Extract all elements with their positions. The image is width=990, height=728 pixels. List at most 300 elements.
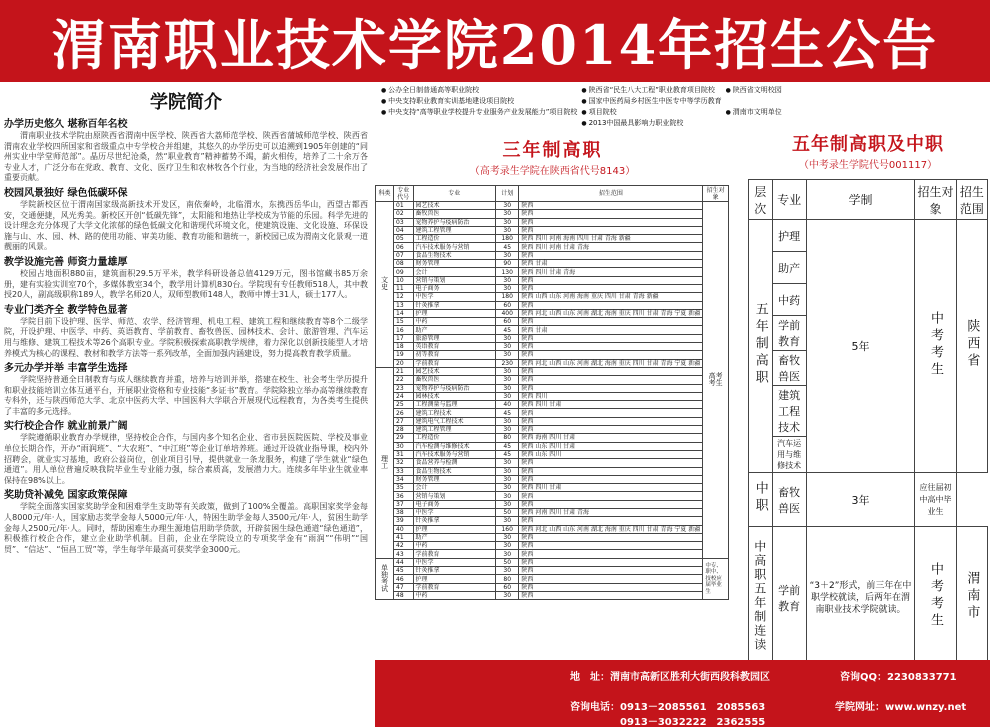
level-cell [749, 220, 773, 473]
section-heading: 办学历史悠久 堪称百年名校 [4, 119, 128, 130]
table-row [376, 202, 729, 210]
table-row [376, 467, 729, 475]
plan-cell: 60 [496, 318, 519, 326]
plan-cell: 30 [496, 251, 519, 259]
intro-section [4, 118, 368, 184]
range-cell: 陕西 [519, 500, 703, 508]
plan-cell: 130 [496, 268, 519, 276]
code-cell: 30 [394, 442, 413, 450]
plan-cell: 230 [496, 359, 519, 367]
section-text: 学院全面落实国家奖助学金和困难学生支助等有关政策，做到了100%全覆盖。高职国家奖学金每人8000元/年·人，国家励志奖学金每人5000元/年·人，特困生助学金每人3500元/年·人，贫困生助学金每人2500元/年·人。同时，帮助困难生办理生源地信用助学贷款，开辟贫困生绿色通道“绿色通道”，积极推行校企合作，建立企业助学机制。目前，企业在学院设立的专项奖学金有“雨润”“伟明”“国贸”、“信达”、“恒昌工贸”等，学生每学年最高可获奖学金3000元。 [4, 502, 368, 554]
table-row [376, 359, 729, 367]
section-heading: 教学设施完善 师资力量雄厚 [4, 256, 128, 268]
major-cell: 电子商务 [413, 284, 496, 292]
plan-cell: 30 [496, 500, 519, 508]
table-row [376, 384, 729, 392]
code-cell: 03 [394, 218, 413, 226]
table-row [376, 243, 729, 251]
code-cell: 01 [394, 202, 413, 210]
range-cell: 陕西 [519, 591, 703, 599]
code-cell: 04 [394, 226, 413, 234]
major-cell: 中药 [413, 591, 496, 599]
major-cell: 护理 [772, 220, 806, 252]
plan-cell: 30 [496, 475, 519, 483]
major-cell: 园艺技术 [413, 202, 496, 210]
range-cell: 陕西 甘肃 [519, 326, 703, 334]
table-row [376, 508, 729, 516]
major-cell: 建筑工程管理 [413, 226, 496, 234]
column-header: 专业 [772, 180, 806, 220]
code-cell: 12 [394, 293, 413, 301]
range-cell: 陕西 四川 河南 甘肃 青海 [519, 243, 703, 251]
plan-cell: 50 [496, 558, 519, 566]
table-row [376, 293, 729, 301]
plan-cell: 30 [496, 367, 519, 375]
major-cell: 针灸推拿 [413, 567, 496, 575]
intro-section [4, 256, 368, 301]
code-cell: 23 [394, 384, 413, 392]
major-cell: 汽车运用与维修技术 [772, 437, 806, 473]
table-row [376, 334, 729, 342]
range-cell: 陕西 [519, 251, 703, 259]
range-cell: 陕西 海南 四川 甘肃 [519, 434, 703, 442]
code-cell: 10 [394, 276, 413, 284]
honor-item: ● 公办全日制普通高等职业院校 [381, 86, 577, 97]
plan-cell: 180 [496, 293, 519, 301]
major-cell: 营销与策划 [413, 492, 496, 500]
range-cell: 陕西 山西 山东 河南 海南 重庆 四川 甘肃 青海 新疆 [519, 293, 703, 301]
major-cell: 工程造价 [413, 434, 496, 442]
major-cell: 中医学 [413, 508, 496, 516]
level-cell: 中职 [749, 473, 773, 527]
code-cell: 05 [394, 235, 413, 243]
major-cell: 学前教育 [772, 316, 806, 351]
column-header: 科类 [376, 186, 394, 202]
major-cell: 宠物养护与疫病防治 [413, 218, 496, 226]
range-cell: 陕西 [519, 492, 703, 500]
major-cell: 食品营养与检测 [413, 459, 496, 467]
honor-item: ● 渭南市文明单位 [726, 108, 782, 119]
table-row [376, 260, 729, 268]
major-cell: 工程造价 [413, 235, 496, 243]
address-row: 地 址：渭南市高新区胜利大街西段科教园区 [570, 672, 770, 683]
code-cell: 08 [394, 260, 413, 268]
plan-cell: 30 [496, 218, 519, 226]
table-row [376, 517, 729, 525]
major-cell: 食品生物技术 [413, 251, 496, 259]
intro-section [4, 489, 368, 555]
five-year-subtitle: （中考录生学院代号001117） [798, 160, 938, 171]
major-cell: 畜牧兽医 [413, 210, 496, 218]
plan-cell: 30 [496, 202, 519, 210]
range-cell: 陕西 四川 河南 海南 四川 甘肃 青海 新疆 [519, 235, 703, 243]
table-row [376, 542, 729, 550]
major-cell: 学前教育 [413, 550, 496, 558]
section-text: 学院新校区位于渭南国家级高新技术开发区，南依秦岭，北临渭水，东携西岳华山，西望古都西安，交通便捷，风光秀美。新校区开创“低碳先锋”，太阳能和地热让学校成为节能的乐园。科学先进的设计理念充分体现了大学文化浓郁的绿色低碳文化和谐现代环境文化，使建筑设施、文化设施、环保设施与山、水、园、林、路的使用功能、审美功能、教育功能和谐统一，新校园已成为渭南文化景观一道靓丽的风景。 [4, 199, 368, 252]
plan-cell: 45 [496, 450, 519, 458]
honor-item: ● 2013中国最具影响力职业院校 [581, 119, 721, 130]
plan-cell: 80 [496, 575, 519, 583]
phone-row: 咨询电话：0913－2085561 2085563 [570, 702, 766, 713]
plan-cell: 45 [496, 243, 519, 251]
three-year-table [375, 185, 729, 600]
code-cell: 15 [394, 318, 413, 326]
major-cell: 护理 [413, 309, 496, 317]
table-row [376, 268, 729, 276]
plan-cell: 30 [496, 276, 519, 284]
table-row [376, 525, 729, 533]
duration-cell: 3年 [806, 473, 915, 527]
range-cell: 陕西 河南 四川 甘肃 青海 [519, 508, 703, 516]
five-year-table [748, 179, 988, 669]
target-cell: 应往届初中高中毕业生 [915, 473, 956, 527]
three-year-subtitle: （高考录生学院在陕西省代号8143） [469, 166, 636, 177]
major-cell: 初等教育 [413, 351, 496, 359]
target-cell: 中专、职中、技校应届毕业生 [703, 558, 729, 599]
column-header: 专业代号 [394, 186, 413, 202]
table-row [376, 401, 729, 409]
table-row [376, 326, 729, 334]
range-cell: 陕西 [519, 202, 703, 210]
range-cell: 陕西 山东 四川 [519, 450, 703, 458]
table-row [376, 343, 729, 351]
category-cell: 文史 [376, 202, 394, 368]
major-cell: 护理 [413, 575, 496, 583]
column-header: 招生范围 [956, 180, 987, 220]
table-row [376, 367, 729, 375]
range-cell: 陕西 [519, 426, 703, 434]
code-cell: 13 [394, 301, 413, 309]
code-cell: 27 [394, 417, 413, 425]
contact-footer [375, 660, 990, 727]
range-cell: 陕西 [519, 276, 703, 284]
major-cell: 汽车检测与维修技术 [413, 442, 496, 450]
major-cell: 畜牧兽医 [772, 473, 806, 527]
range-cell: 陕西 [519, 318, 703, 326]
code-cell: 22 [394, 376, 413, 384]
honor-item: ● 国家中医药局乡村医生中医专中等学历教育 [581, 97, 721, 108]
table-row [376, 301, 729, 309]
category-cell: 理工 [376, 367, 394, 558]
plan-cell: 60 [496, 301, 519, 309]
table-row [376, 417, 729, 425]
plan-cell: 30 [496, 550, 519, 558]
section-heading: 专业门类齐全 教学特色显著 [4, 304, 128, 316]
table-row [376, 426, 729, 434]
code-cell: 09 [394, 268, 413, 276]
intro-section [4, 304, 368, 359]
intro-section [4, 362, 368, 417]
code-cell: 35 [394, 484, 413, 492]
table-row [376, 218, 729, 226]
code-cell: 31 [394, 450, 413, 458]
table-row [376, 558, 729, 566]
code-cell: 43 [394, 550, 413, 558]
code-cell: 47 [394, 583, 413, 591]
plan-cell: 30 [496, 459, 519, 467]
plan-cell: 40 [496, 401, 519, 409]
honor-list [375, 86, 782, 130]
range-cell: 陕西 [519, 301, 703, 309]
range-cell: 陕西 [519, 583, 703, 591]
plan-cell: 30 [496, 226, 519, 234]
major-cell: 电子商务 [413, 500, 496, 508]
range-cell: 陕西 [519, 343, 703, 351]
major-cell: 中药 [772, 284, 806, 316]
major-cell: 学前教育 [413, 359, 496, 367]
table-row [376, 484, 729, 492]
major-cell: 园艺技术 [413, 367, 496, 375]
honor-item: ● 陕西省“民生八大工程”职业教育项目院校 [581, 86, 721, 97]
major-cell: 学前教育 [772, 527, 806, 669]
major-cell: 畜牧兽医 [413, 376, 496, 384]
range-cell: 陕西 四川 甘肃 青海 [519, 268, 703, 276]
range-cell: 陕西 河北 山西 山东 河南 湖北 海南 重庆 四川 甘肃 青海 宁夏 新疆 [519, 525, 703, 533]
major-cell: 宠物养护与疫病防治 [413, 384, 496, 392]
section-text: 渭南职业技术学院由原陕西省渭南中医学校、陕西省大荔师范学校、陕西省蒲城师范学校、陕西省渭南农业学校四所国家和省级重点中专学校合并组建，其悠久的办学历史可以追溯到1905年创建的“同州实业中学堂师范部”。晶历尽世纪沧桑，然“职业教育”精神蓄势不竭，薪火相传，培养了二十余万各专业人才，广泛分布在党政、教育、文化、医疗卫生和农林牧各个行业，为当地的经济社会发展作出了重要贡献。 [4, 131, 368, 183]
range-cell: 陕西 [519, 567, 703, 575]
plan-cell: 30 [496, 533, 519, 541]
code-cell: 36 [394, 492, 413, 500]
table-row [376, 251, 729, 259]
range-cell: 陕西 [519, 409, 703, 417]
honor-item: ● 中央支持职业教育实训基地建设项目院校 [381, 97, 577, 108]
phone-row-2: 0913－3032222 2362555 [620, 717, 766, 728]
code-cell: 17 [394, 334, 413, 342]
plan-cell: 80 [496, 434, 519, 442]
range-cell: 陕西 [519, 367, 703, 375]
range-text: 陕西省 [964, 319, 980, 370]
table-row [376, 210, 729, 218]
table-row [376, 226, 729, 234]
major-cell: 会计 [413, 484, 496, 492]
range-cell: 陕西 [519, 226, 703, 234]
table-row [749, 473, 988, 527]
major-cell: 助产 [413, 533, 496, 541]
target-cell: 高考考生 [703, 202, 729, 559]
major-cell: 财务管理 [413, 260, 496, 268]
column-header: 学制 [806, 180, 915, 220]
code-cell: 25 [394, 401, 413, 409]
table-row [376, 376, 729, 384]
intro-sections [4, 118, 368, 555]
major-cell: 助产 [772, 252, 806, 284]
code-cell: 26 [394, 409, 413, 417]
major-cell: 畜牧兽医 [772, 351, 806, 386]
table-row [376, 351, 729, 359]
major-cell: 针灸推拿 [413, 517, 496, 525]
plan-cell: 30 [496, 517, 519, 525]
plan-cell: 90 [496, 260, 519, 268]
table-row [376, 475, 729, 483]
plan-cell: 30 [496, 492, 519, 500]
honor-item: ● 陕西省文明校园 [726, 86, 782, 97]
major-cell: 汽车技术服务与营销 [413, 243, 496, 251]
table-row [376, 450, 729, 458]
intro-column [0, 86, 372, 722]
code-cell: 14 [394, 309, 413, 317]
major-cell: 护理 [413, 525, 496, 533]
code-cell: 39 [394, 517, 413, 525]
range-cell: 陕西 河北 山西 山东 河南 湖北 海南 重庆 四川 甘肃 青海 宁夏 新疆 [519, 359, 703, 367]
code-cell: 38 [394, 508, 413, 516]
website-row: 学院网址：www.wnzy.net [835, 702, 967, 713]
code-cell: 34 [394, 475, 413, 483]
major-cell: 针灸推拿 [413, 301, 496, 309]
column-header: 招生对象 [915, 180, 956, 220]
major-cell: 中药 [413, 542, 496, 550]
section-text: 校园占地面积880亩，建筑面积29.5万平米，教学科研设备总值4129万元，图书馆藏书85万余册，建有实验实训室70个，多媒体教室34个，教学用计算机830台。学院现有专任教师518人，其中教授20人，副高级职称189人，教学名师20人，双师型教师148人，教师中博士31人，硕士177人。 [4, 268, 368, 300]
major-cell: 汽车技术服务与营销 [413, 450, 496, 458]
table-row [376, 309, 729, 317]
range-cell: 陕西 四川 甘肃 [519, 484, 703, 492]
plan-cell: 30 [496, 376, 519, 384]
section-heading: 多元办学并举 丰富学生选择 [4, 363, 128, 375]
plan-cell: 30 [496, 484, 519, 492]
code-cell: 37 [394, 500, 413, 508]
major-cell: 食品生物技术 [413, 467, 496, 475]
major-cell: 中医学 [413, 293, 496, 301]
code-cell: 19 [394, 351, 413, 359]
range-cell: 陕西 [519, 459, 703, 467]
major-cell: 工程测量与监理 [413, 401, 496, 409]
page-title: 渭南职业技术学院2014年招生公告 [51, 12, 939, 77]
plan-cell: 30 [496, 426, 519, 434]
code-cell: 44 [394, 558, 413, 566]
range-cell: 陕西 [519, 550, 703, 558]
duration-cell: 5年 [806, 220, 915, 473]
major-cell: 中药 [413, 318, 496, 326]
table-row [376, 459, 729, 467]
plan-cell: 30 [496, 467, 519, 475]
plan-cell: 30 [496, 284, 519, 292]
table-row [376, 575, 729, 583]
plan-cell: 30 [496, 210, 519, 218]
major-cell: 旅游管理 [413, 334, 496, 342]
honor-item: ● 中央支持“高等职业学校提升专业服务产业发展能力”项目院校 [381, 108, 577, 119]
intro-section [4, 420, 368, 486]
table-row [376, 409, 729, 417]
plan-cell: 50 [496, 508, 519, 516]
code-cell: 33 [394, 467, 413, 475]
code-cell: 21 [394, 367, 413, 375]
section-text: 学院坚持普通全日制教育与成人继续教育并重，培养与培训并举，搭建在校生、社会考生学历提升和职业技能培训立体互通平台，开展职业资格和专业技能“多证书”教育。学院除独立举办高等继续教育专科外，还与陕西师范大学、北京中医药大学、中国医科大学联合开展现代远程教育，为各类考生提供了丰富的多元选择。 [4, 375, 368, 416]
section-heading: 奖助贷补减免 国家政策保障 [4, 490, 128, 502]
three-year-title: 三年制高职 [502, 140, 603, 161]
column-header: 专业 [413, 186, 496, 202]
code-cell: 18 [394, 343, 413, 351]
code-cell: 48 [394, 591, 413, 599]
target-text: 中考考生 [928, 310, 944, 379]
table-row [376, 235, 729, 243]
major-cell: 会计 [413, 268, 496, 276]
plan-cell: 30 [496, 343, 519, 351]
range-cell: 陕西 [519, 533, 703, 541]
code-cell: 06 [394, 243, 413, 251]
range-cell: 陕西 山东 四川 甘肃 [519, 442, 703, 450]
range-cell: 陕西 [519, 558, 703, 566]
code-cell: 42 [394, 542, 413, 550]
level-cell: 中高职五年制连读 [749, 527, 773, 669]
page-header [0, 0, 990, 82]
table-header-row [376, 186, 729, 202]
range-cell: 陕西 [519, 376, 703, 384]
major-cell: 财务管理 [413, 475, 496, 483]
code-cell: 41 [394, 533, 413, 541]
range-cell: 陕西 [519, 210, 703, 218]
table-row [376, 500, 729, 508]
table-row [376, 492, 729, 500]
major-cell: 营销与策划 [413, 276, 496, 284]
section-text: 学院遵循职业教育办学规律，坚持校企合作，与国内多个知名企业、省市县医院医院、学校及事业单位长期合作，开办“雨润班”、“大农班”、“中江班”等企业订单培养班。通过开设就业指导课，校内外招聘会，就业实习基地，政府公益岗位，创业项目引导，提供就业一条龙服务，构建了学生就业“绿色通道”。用人单位普遍反映我院毕业生专业能力强，综合素质高，发展潜力大。连续多年毕业生就业率保持在98%以上。 [4, 433, 368, 485]
table-row [749, 220, 988, 252]
code-cell: 20 [394, 359, 413, 367]
major-cell: 建筑工程技术 [772, 386, 806, 437]
level-text: 五年制高职 [752, 302, 768, 387]
range-cell: 陕西 甘肃 [519, 260, 703, 268]
range-cell: 陕西 [519, 417, 703, 425]
plan-cell: 160 [496, 525, 519, 533]
section-heading: 实行校企合作 就业前景广阔 [4, 421, 128, 433]
plan-cell: 45 [496, 442, 519, 450]
table-header-row [749, 180, 988, 220]
table-row [376, 567, 729, 575]
table-row [376, 392, 729, 400]
range-cell: 陕西 [519, 334, 703, 342]
plan-cell: 30 [496, 591, 519, 599]
major-cell: 英语教育 [413, 343, 496, 351]
table-row [376, 550, 729, 558]
five-year-column [748, 130, 988, 660]
range-cell: 陕西 [519, 351, 703, 359]
range-cell: 陕西 [519, 542, 703, 550]
intro-title: 学院简介 [150, 92, 222, 113]
range-cell: 陕西 [519, 284, 703, 292]
plan-cell: 400 [496, 309, 519, 317]
plan-cell: 30 [496, 392, 519, 400]
plan-cell: 30 [496, 351, 519, 359]
major-cell: 学前教育 [413, 583, 496, 591]
range-cell: 陕西 [519, 384, 703, 392]
major-cell: 中医学 [413, 558, 496, 566]
range-cell: 陕西 [519, 218, 703, 226]
section-heading: 校园风景独好 绿色低碳环保 [4, 187, 128, 199]
code-cell: 40 [394, 525, 413, 533]
column-header: 层次 [749, 180, 773, 220]
major-cell: 园林技术 [413, 392, 496, 400]
code-cell: 02 [394, 210, 413, 218]
category-cell: 单独考试 [376, 558, 394, 599]
table-row [376, 591, 729, 599]
range-cell: 陕西 四川 甘肃 [519, 401, 703, 409]
plan-cell: 30 [496, 417, 519, 425]
range-cell: 陕西 [519, 467, 703, 475]
column-header: 招生范围 [519, 186, 703, 202]
section-text: 学院目前下设护理、医学、师范、农学、经济管理、机电工程、建筑工程和继续教育等8个二级学院，开设护理、中医学、中药、英语教育、学前教育、畜牧兽医、园林技术、会计、旅游管理、汽车运用与维修、建筑工程技术等26个高职专业。学院积极探索高职教学规律，着力深化以创新技能型人才培养模式为核心的课程、教材和教学方法等一系列改革，全面加强内涵建设，努力提高教育教学质量。 [4, 316, 368, 358]
table-row [376, 583, 729, 591]
code-cell: 07 [394, 251, 413, 259]
target-cell [915, 220, 956, 473]
plan-cell: 45 [496, 326, 519, 334]
honor-item: ● 项目院校 [581, 108, 721, 119]
plan-cell: 30 [496, 542, 519, 550]
target-cell: 中考考生 [915, 527, 956, 669]
table-row [376, 434, 729, 442]
table-row [376, 276, 729, 284]
range-cell: 陕西 [519, 475, 703, 483]
table-row [376, 284, 729, 292]
table-row [376, 318, 729, 326]
